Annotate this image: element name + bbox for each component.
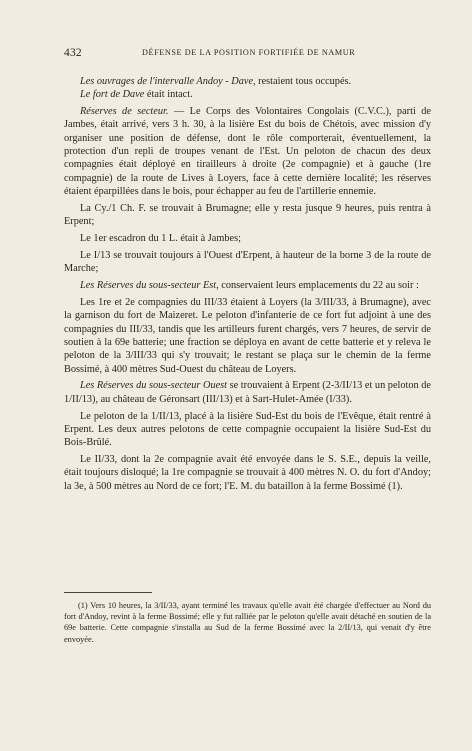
- body-text: [64, 75, 431, 497]
- paragraph-text: Le I/13 se trouvait toujours à l'Ouest d'Erpent, à hauteur de la borne 3 de la route de Marche;: [64, 249, 431, 275]
- paragraph-text: La Cy./1 Ch. F. se trouvait à Brumagne; elle y resta jusque 9 heures, puis rentra à Erpent;: [64, 202, 431, 228]
- paragraph: [64, 379, 431, 406]
- italic-phrase: Le fort de Dave: [80, 89, 145, 101]
- paragraph: [64, 232, 431, 245]
- footnote: (1) Vers 10 heures, la 3/II/33, ayant terminé les travaux qu'elle avait été chargée d'effectuer au Nord du fort d'Andoy, revint à la ferme Bossimé; elle y fut ralliée par le peloton qu'elle avait détaché en soutien de la 69e batterie. Cette compagnie s'installa au Sud de la ferme Bossimé avec la 2/II/13, qui venait d'y être envoyée.: [64, 601, 431, 644]
- italic-phrase: Les Réserves du sous-secteur Ouest: [80, 380, 228, 392]
- paragraph: [64, 88, 431, 101]
- italic-phrase: Les Réserves du sous-secteur Est,: [80, 280, 219, 292]
- page-number: 432: [64, 47, 82, 59]
- paragraph: [64, 105, 431, 198]
- page-header: [64, 47, 436, 61]
- footnote-rule: [64, 592, 152, 593]
- section-heading-inline: Réserves de secteur.: [80, 106, 169, 118]
- paragraph-text: était intact.: [144, 89, 193, 101]
- paragraph-text: restaient tous occupés.: [255, 76, 352, 87]
- paragraph-text: Le II/33, dont la 2e compagnie avait été envoyée dans le S. S.E., depuis la veille, était toujours disloqué; la 1re compagnie se trouvait à 400 mètres N. O. du fort d'Andoy; la 3e, à 500 mètres au Nord de ce fort; l'E. M. du bataillon à la ferme Bossimé (1).: [64, 454, 431, 492]
- paragraph-text: se trouvaient à Erpent (2-3/II/13 et un peloton de 1/II/13), au château de Géronsart (III/13) et à Sart-Hulet-Amée (I/33).: [64, 380, 431, 405]
- paragraph: [64, 202, 431, 229]
- running-title: DÉFENSE DE LA POSITION FORTIFIÉE DE NAMUR: [142, 48, 356, 57]
- paragraph: [64, 249, 431, 276]
- paragraph-text: Les 1re et 2e compagnies du III/33 étaient à Loyers (la 3/III/33, à Brumagne), avec la garnison du fort de Maizeret. Le peloton d'infanterie de ce fort fut adjoint à une des compagnies du III/33, tandis que les artilleurs furent chargés, vers 7 heures, de servir de soutien à la 69e batterie; une fraction se déploya en avant de cette batterie et y releva le peloton de la 3/III/33 qui s'y trouvait; le restant se plaça sur le chemin de la ferme Bossimé, à 400 mètres Sud-Ouest du château de Loyers.: [64, 297, 431, 375]
- paragraph-text: — Le Corps des Volontaires Congolais (C.V.C.), parti de Jambes, était arrivé, vers 3 h. 30, à la lisière Est du bois de Chétois, avec mission d'y organiser une position de défense, dont le rôle comporterait, éventuellement, la protection d'un repli de troupes venant de l'Est. Un peloton de chacun des deux compagnies était déployé en tirailleurs à droite (2e compagnie) et à gauche (1re compagnie) de la route de Lives à Loyers, face à cette dernière localité; les réserves étaient éparpillées dans le bois, pour échapper au feu de l'artillerie ennemie.: [64, 106, 431, 197]
- paragraph: [64, 410, 431, 450]
- paragraph-text: Le 1er escadron du 1 L. était à Jambes;: [80, 233, 241, 245]
- paragraph: [64, 453, 431, 493]
- paragraph: [64, 75, 431, 88]
- paragraph: [64, 279, 431, 292]
- italic-phrase: Les ouvrages de l'intervalle Andoy - Dave,: [80, 76, 256, 87]
- paragraph: [64, 296, 431, 376]
- paragraph-text: conservaient leurs emplacements du 22 au soir :: [218, 280, 419, 292]
- paragraph-text: Le peloton de la 1/II/13, placé à la lisière Sud-Est du bois de l'Evêque, était rentré à Erpent. Les deux autres pelotons de cette compagnie occupaient la lisière Sud-Est du Bois-Brûlé.: [64, 410, 431, 449]
